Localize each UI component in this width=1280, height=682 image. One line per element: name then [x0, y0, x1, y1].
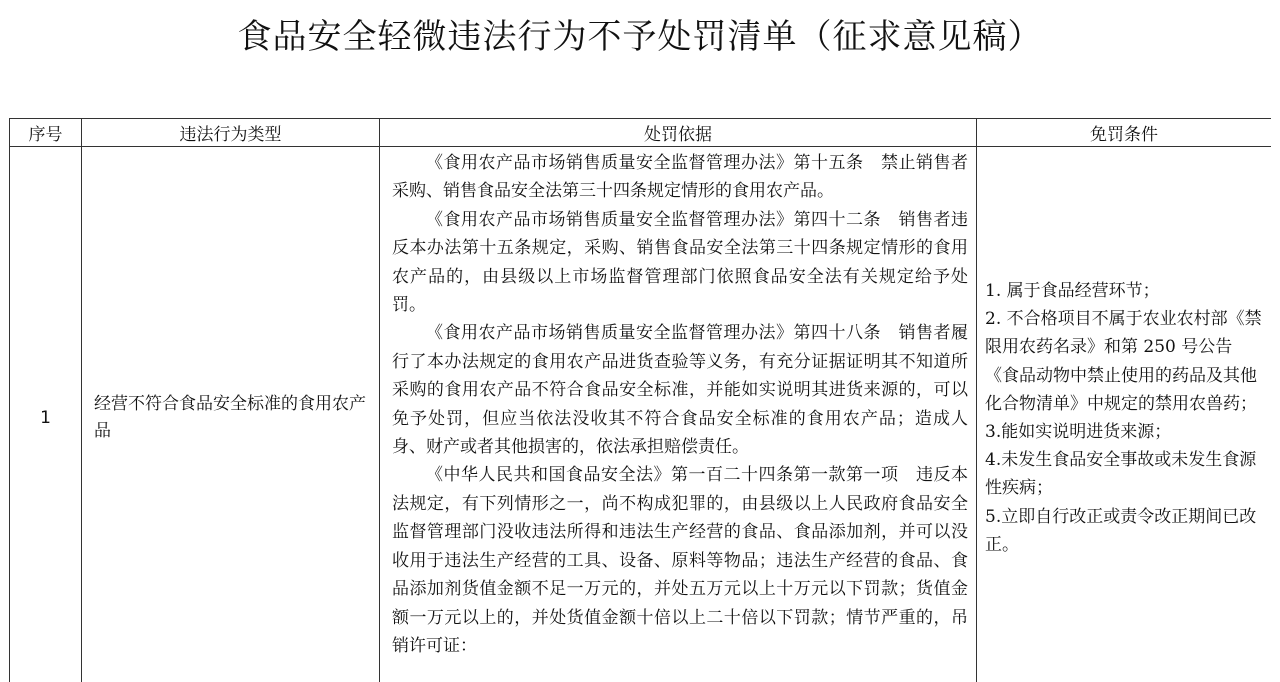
- condition-item: 1. 属于食品经营环节；: [985, 280, 1160, 301]
- header-exemption-conditions: 免罚条件: [977, 119, 1272, 147]
- penalty-list-table-container: [9, 118, 1271, 682]
- table-row: [10, 147, 1272, 682]
- violation-type-cell: 经营不符合食品安全标准的食用农产品: [82, 147, 380, 682]
- condition-item: 3.能如实说明进货来源；: [985, 422, 1172, 442]
- basis-paragraph: 《食用农产品市场销售质量安全监督管理办法》第十五条 禁止销售者采购、销售食品安全法第三十四条规定情形的食用农产品。: [392, 153, 968, 202]
- penalty-list-table: [9, 118, 1271, 682]
- basis-paragraph: 《食用农产品市场销售质量安全监督管理办法》第四十八条 销售者履行了本办法规定的食用农产品进货查验等义务，有充分证据证明其不知道所采购的食用农产品不符合食品安全标准，并能如实说明其进货来源的，可以免予处罚，但应当依法没收其不符合食品安全标准的食用农产品；造成人身、财产或者其他损害的，依法承担赔偿责任。: [392, 323, 968, 458]
- basis-paragraph: 《食用农产品市场销售质量安全监督管理办法》第四十二条 销售者违反本办法第十五条规定，采购、销售食品安全法第三十四条规定情形的食用农产品的，由县级以上市场监督管理部门依照食品安全法有关规定给予处罚。: [392, 209, 968, 316]
- condition-item: 5.立即自行改正或责令改正期间已改正。: [985, 506, 1257, 555]
- header-penalty-basis: 处罚依据: [380, 119, 977, 147]
- header-seq: 序号: [10, 119, 82, 147]
- row-seq-cell: 1: [10, 147, 82, 682]
- table-header-row: [10, 119, 1272, 147]
- document-title: 食品安全轻微违法行为不予处罚清单（征求意见稿）: [237, 17, 1043, 57]
- header-violation-type: 违法行为类型: [82, 119, 380, 147]
- exemption-conditions-cell: [977, 147, 1272, 682]
- condition-item: 2. 不合格项目不属于农业农村部《禁限用农药名录》和第 250 号公告《食品动物中禁止使用的药品及其他化合物清单》中规定的禁用农兽药；: [985, 309, 1262, 414]
- basis-paragraph: 《中华人民共和国食品安全法》第一百二十四条第一款第一项 违反本法规定，有下列情形之一，尚不构成犯罪的，由县级以上人民政府食品安全监督管理部门没收违法所得和违法生产经营的食品、食品添加剂，并可以没收用于违法生产经营的工具、设备、原料等物品；违法生产经营的食品、食品添加剂货值金额不足一万元的，并处五万元以上十万元以下罚款；货值金额一万元以上的，并处货值金额十倍以上二十倍以下罚款；情节严重的，吊销许可证：: [392, 465, 968, 656]
- penalty-basis-cell: [380, 147, 977, 682]
- condition-item: 4.未发生食品安全事故或未发生食源性疾病；: [985, 450, 1257, 499]
